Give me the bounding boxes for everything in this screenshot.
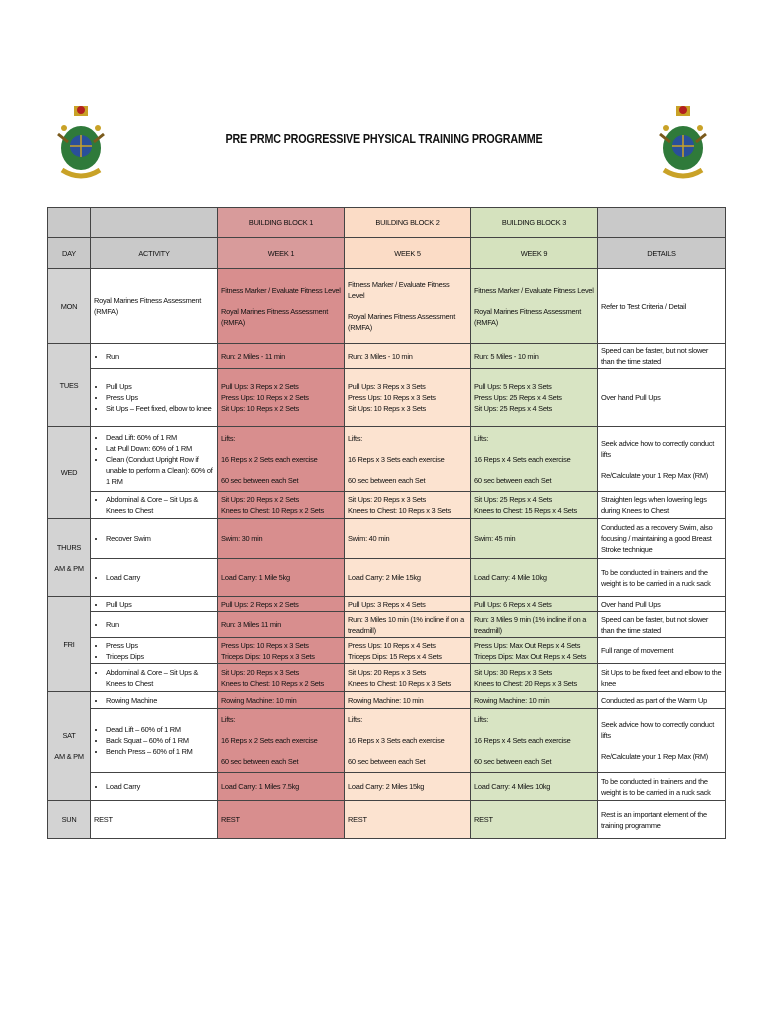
cell-line: 60 sec between each Set: [348, 475, 426, 485]
details-cell: Conducted as part of the Warm Up: [598, 692, 726, 709]
table-row: [48, 709, 726, 773]
activity-cell: [91, 709, 218, 773]
list-item: • Lat Pull Down: 60% of 1 RM: [106, 443, 214, 454]
header-blank: [598, 208, 726, 238]
header-building-block-2: BUILDING BLOCK 2: [345, 208, 471, 238]
list-item: • Clean (Conduct Upright Row if unable to perform a Clean): 60% of 1 RM: [106, 454, 214, 487]
day-label-sat: [48, 692, 91, 801]
header-week-row: [48, 238, 726, 269]
cell-line: Re/Calculate your 1 Rep Max (RM): [601, 470, 709, 480]
cell-line: Press Ups: 10 Reps x 4 Sets: [348, 640, 436, 650]
week-9-cell: [471, 664, 598, 692]
cell-line: Lifts:: [348, 715, 363, 724]
header-details: DETAILS: [598, 238, 726, 269]
cell-line: 16 Reps x 2 Sets each exercise: [221, 736, 318, 745]
week-9-cell: Pull Ups: 6 Reps x 4 Sets: [471, 597, 598, 612]
cell-line: Royal Marines Fitness Assessment (RMFA): [474, 306, 582, 327]
cell-line: Lifts:: [221, 433, 236, 443]
list-item: • Recover Swim: [106, 533, 214, 544]
week-1-cell: Load Carry: 1 Mile 5kg: [218, 559, 345, 597]
list-item: • Back Squat – 60% of 1 RM: [106, 735, 214, 746]
list-item: • Dead Lift: 60% of 1 RM: [106, 432, 214, 443]
week-9-cell: Swim: 45 min: [471, 519, 598, 559]
table-row: [48, 427, 726, 492]
week-5-cell: [345, 269, 471, 344]
cell-line: Sit Ups: 25 Reps x 4 Sets: [474, 495, 552, 504]
cell-line: Triceps Dips: Max Out Reps x 4 Sets: [474, 651, 587, 661]
week-5-cell: [345, 709, 471, 773]
week-1-cell: Load Carry: 1 Miles 7.5kg: [218, 773, 345, 801]
activity-cell: REST: [91, 801, 218, 839]
week-9-cell: [471, 369, 598, 427]
week-1-cell: REST: [218, 801, 345, 839]
week-5-cell: [345, 638, 471, 664]
week-5-cell: Run: 3 Miles - 10 min: [345, 344, 471, 369]
list-item: • Bench Press – 60% of 1 RM: [106, 746, 214, 757]
week-9-cell: REST: [471, 801, 598, 839]
details-cell: [598, 709, 726, 773]
week-5-cell: [345, 664, 471, 692]
details-cell: Refer to Test Criteria / Detail: [598, 269, 726, 344]
list-item: • Load Carry: [106, 572, 214, 583]
day-label-thurs: [48, 519, 91, 597]
cell-line: Press Ups: 10 Reps x 2 Sets: [221, 393, 309, 402]
page-title: PRE PRMC PROGRESSIVE PHYSICAL TRAINING PROGRAMME: [225, 132, 543, 146]
cell-line: Sit Ups: 20 Reps x 3 Sets: [221, 667, 299, 677]
list-item: • Sit Ups – Feet fixed, elbow to knee: [106, 403, 214, 414]
table-row: [48, 492, 726, 519]
details-cell: Full range of movement: [598, 638, 726, 664]
details-cell: Over hand Pull Ups: [598, 597, 726, 612]
cell-line: Press Ups: 10 Reps x 3 Sets: [348, 393, 436, 402]
cell-line: Re/Calculate your 1 Rep Max (RM): [601, 752, 709, 761]
activity-cell: [91, 344, 218, 369]
week-9-cell: [471, 269, 598, 344]
table-row: [48, 269, 726, 344]
day-label-sun: SUN: [48, 801, 91, 839]
activity-cell: [91, 519, 218, 559]
week-1-cell: [218, 369, 345, 427]
cell-line: Triceps Dips: 10 Reps x 3 Sets: [221, 651, 315, 661]
activity-cell: [91, 692, 218, 709]
cell-line: Knees to Chest: 10 Reps x 3 Sets: [348, 506, 451, 515]
table-row: [48, 519, 726, 559]
week-9-cell: Rowing Machine: 10 min: [471, 692, 598, 709]
details-cell: To be conducted in trainers and the weight is to be carried in a ruck sack: [598, 559, 726, 597]
week-5-cell: Load Carry: 2 Miles 15kg: [345, 773, 471, 801]
details-cell: [598, 427, 726, 492]
week-5-cell: [345, 427, 471, 492]
week-1-cell: [218, 638, 345, 664]
week-1-cell: Swim: 30 min: [218, 519, 345, 559]
activity-cell: [91, 559, 218, 597]
cell-line: Pull Ups: 5 Reps x 3 Sets: [474, 382, 552, 391]
cell-line: Fitness Marker / Evaluate Fitness Level: [474, 285, 594, 295]
week-5-cell: REST: [345, 801, 471, 839]
header-week-9: WEEK 9: [471, 238, 598, 269]
training-programme-table: [47, 207, 726, 839]
week-5-cell: Swim: 40 min: [345, 519, 471, 559]
table-row: [48, 638, 726, 664]
cell-line: Press Ups: 25 Reps x 4 Sets: [474, 393, 562, 402]
header-week-5: WEEK 5: [345, 238, 471, 269]
activity-cell: [91, 597, 218, 612]
week-1-cell: [218, 664, 345, 692]
list-item: • Load Carry: [106, 781, 214, 792]
cell-line: Knees to Chest: 10 Reps x 2 Sets: [221, 506, 324, 515]
table-row: [48, 597, 726, 612]
week-5-cell: [345, 492, 471, 519]
week-1-cell: [218, 492, 345, 519]
table-row: [48, 559, 726, 597]
list-item: • Run: [106, 619, 214, 630]
list-item: • Run: [106, 351, 214, 362]
list-item: • Press Ups: [106, 640, 214, 651]
details-cell: Straighten legs when lowering legs during Knees to Chest: [598, 492, 726, 519]
week-5-cell: Run: 3 Miles 10 min (1% incline if on a treadmill): [345, 612, 471, 638]
week-5-cell: Rowing Machine: 10 min: [345, 692, 471, 709]
cell-line: Lifts:: [221, 715, 236, 724]
details-cell: Sit Ups to be fixed feet and elbow to the knee: [598, 664, 726, 692]
header-blank: [91, 208, 218, 238]
details-cell: Speed can be faster, but not slower than the time stated: [598, 344, 726, 369]
cell-line: Pull Ups: 3 Reps x 3 Sets: [348, 382, 426, 391]
week-9-cell: [471, 427, 598, 492]
day-sub: AM & PM: [54, 563, 84, 573]
week-5-cell: Pull Ups: 3 Reps x 4 Sets: [345, 597, 471, 612]
details-cell: Rest is an important element of the training programme: [598, 801, 726, 839]
table-row: [48, 773, 726, 801]
week-1-cell: Rowing Machine: 10 min: [218, 692, 345, 709]
day-label-mon: MON: [48, 269, 91, 344]
cell-line: Sit Ups: 20 Reps x 3 Sets: [348, 495, 426, 504]
cell-line: Press Ups: Max Out Reps x 4 Sets: [474, 640, 581, 650]
activity-cell: [91, 773, 218, 801]
cell-line: Lifts:: [474, 715, 489, 724]
table-row: [48, 612, 726, 638]
cell-line: 16 Reps x 2 Sets each exercise: [221, 454, 318, 464]
header-building-block-3: BUILDING BLOCK 3: [471, 208, 598, 238]
cell-line: Pull Ups: 3 Reps x 2 Sets: [221, 382, 299, 391]
header-day: DAY: [48, 238, 91, 269]
week-9-cell: Load Carry: 4 Miles 10kg: [471, 773, 598, 801]
table-row: [48, 369, 726, 427]
cell-line: Knees to Chest: 10 Reps x 3 Sets: [348, 678, 451, 688]
cell-line: Sit Ups: 10 Reps x 3 Sets: [348, 404, 426, 413]
cell-line: 60 sec between each Set: [348, 757, 426, 766]
cell-line: 16 Reps x 3 Sets each exercise: [348, 736, 445, 745]
activity-cell: [91, 664, 218, 692]
list-item: • Press Ups: [106, 392, 214, 403]
day-sub: AM & PM: [54, 752, 84, 761]
activity-cell: [91, 427, 218, 492]
cell-line: Knees to Chest: 20 Reps x 3 Sets: [474, 678, 577, 688]
cell-line: 60 sec between each Set: [221, 475, 299, 485]
day-name: SAT: [62, 731, 76, 740]
week-9-cell: Load Carry: 4 Mile 10kg: [471, 559, 598, 597]
activity-cell: Royal Marines Fitness Assessment (RMFA): [91, 269, 218, 344]
table-row: [48, 692, 726, 709]
table-row: [48, 344, 726, 369]
day-label-fri: FRI: [48, 597, 91, 692]
week-9-cell: [471, 709, 598, 773]
list-item: • Rowing Machine: [106, 695, 214, 706]
week-1-cell: [218, 269, 345, 344]
activity-cell: [91, 638, 218, 664]
list-item: • Abdominal & Core – Sit Ups & Knees to Chest: [106, 494, 214, 516]
cell-line: 16 Reps x 3 Sets each exercise: [348, 454, 445, 464]
table-row: [48, 664, 726, 692]
cell-line: Sit Ups: 20 Reps x 3 Sets: [348, 667, 426, 677]
header-activity: ACTIVITY: [91, 238, 218, 269]
cell-line: Sit Ups: 25 Reps x 4 Sets: [474, 404, 552, 413]
cell-line: Seek advice how to correctly conduct lifts: [601, 720, 715, 740]
cell-line: 60 sec between each Set: [474, 475, 552, 485]
week-1-cell: [218, 709, 345, 773]
list-item: • Abdominal & Core – Sit Ups & Knees to Chest: [106, 667, 214, 689]
week-5-cell: Load Carry: 2 Mile 15kg: [345, 559, 471, 597]
week-1-cell: Run: 2 Miles - 11 min: [218, 344, 345, 369]
cell-line: 60 sec between each Set: [474, 757, 552, 766]
cell-line: Lifts:: [474, 433, 489, 443]
cell-line: Lifts:: [348, 433, 363, 443]
day-label-tues: TUES: [48, 344, 91, 427]
week-1-cell: Run: 3 Miles 11 min: [218, 612, 345, 638]
list-item: • Pull Ups: [106, 599, 214, 610]
week-9-cell: Run: 5 Miles - 10 min: [471, 344, 598, 369]
day-label-wed: WED: [48, 427, 91, 519]
cell-line: 16 Reps x 4 Sets each exercise: [474, 454, 571, 464]
week-9-cell: Run: 3 Miles 9 min (1% incline if on a treadmill): [471, 612, 598, 638]
cell-line: 16 Reps x 4 Sets each exercise: [474, 736, 571, 745]
details-cell: To be conducted in trainers and the weight is to be carried in a ruck sack: [598, 773, 726, 801]
activity-cell: [91, 492, 218, 519]
cell-line: 60 sec between each Set: [221, 757, 299, 766]
cell-line: Royal Marines Fitness Assessment (RMFA): [221, 306, 329, 327]
cell-line: Press Ups: 10 Reps x 3 Sets: [221, 640, 309, 650]
cell-line: Seek advice how to correctly conduct lifts: [601, 438, 715, 459]
cell-line: Triceps Dips: 15 Reps x 4 Sets: [348, 651, 442, 661]
cell-line: Sit Ups: 20 Reps x 2 Sets: [221, 495, 299, 504]
week-5-cell: [345, 369, 471, 427]
list-item: • Dead Lift – 60% of 1 RM: [106, 724, 214, 735]
header-block-row: [48, 208, 726, 238]
week-1-cell: [218, 427, 345, 492]
cell-line: Sit Ups: 10 Reps x 2 Sets: [221, 404, 299, 413]
cell-line: Sit Ups: 30 Reps x 3 Sets: [474, 667, 552, 677]
week-9-cell: [471, 492, 598, 519]
header-week-1: WEEK 1: [218, 238, 345, 269]
details-cell: Speed can be faster, but not slower than the time stated: [598, 612, 726, 638]
activity-cell: [91, 612, 218, 638]
day-name: THURS: [56, 542, 82, 552]
cell-line: Knees to Chest: 15 Reps x 4 Sets: [474, 506, 577, 515]
list-item: • Triceps Dips: [106, 651, 214, 662]
table-row: [48, 801, 726, 839]
week-1-cell: Pull Ups: 2 Reps x 2 Sets: [218, 597, 345, 612]
cell-line: Fitness Marker / Evaluate Fitness Level: [221, 285, 341, 295]
cell-line: Fitness Marker / Evaluate Fitness Level: [348, 280, 450, 300]
activity-cell: [91, 369, 218, 427]
cell-line: Royal Marines Fitness Assessment (RMFA): [348, 312, 456, 332]
header-blank: [48, 208, 91, 238]
week-9-cell: [471, 638, 598, 664]
list-item: • Pull Ups: [106, 381, 214, 392]
cell-line: Knees to Chest: 10 Reps x 2 Sets: [221, 678, 324, 688]
header-building-block-1: BUILDING BLOCK 1: [218, 208, 345, 238]
details-cell: Conducted as a recovery Swim, also focusing / maintaining a good Breast Stroke technique: [598, 519, 726, 559]
details-cell: Over hand Pull Ups: [598, 369, 726, 427]
